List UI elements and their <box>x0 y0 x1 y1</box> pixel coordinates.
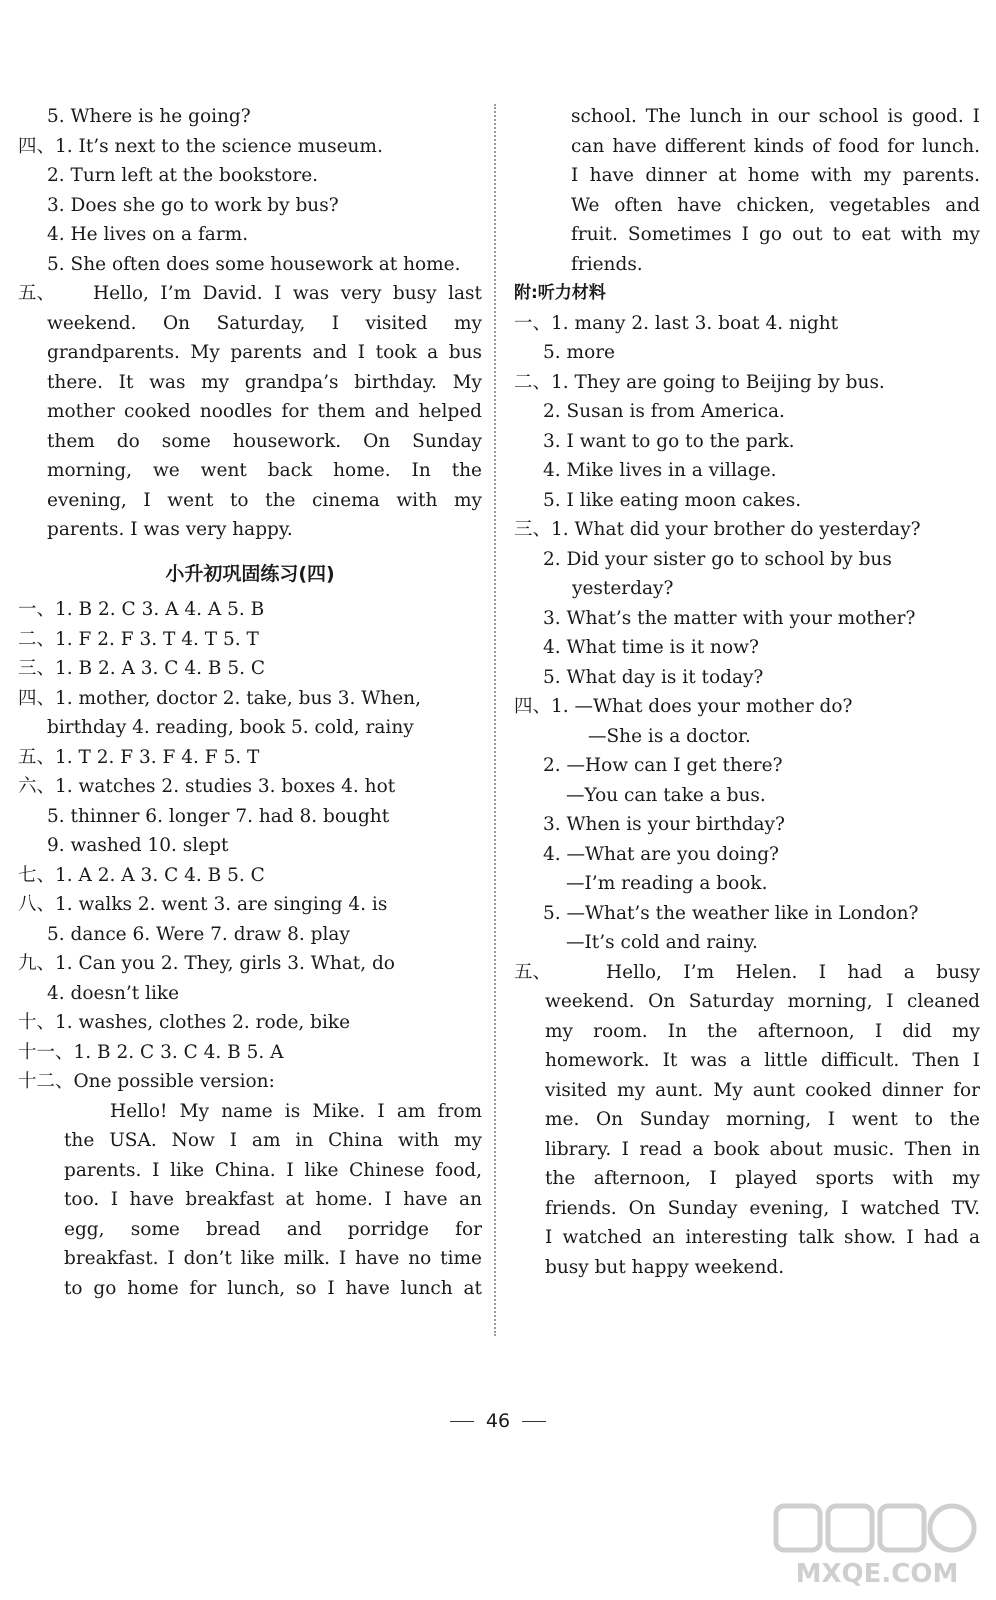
section-label: 五、 <box>514 961 552 983</box>
footer-dash <box>450 1421 474 1422</box>
watermark-logo <box>772 1500 982 1590</box>
footer-dash <box>522 1421 546 1422</box>
left-column <box>18 102 482 1303</box>
column-divider <box>494 104 496 1336</box>
page-number-footer <box>0 1410 996 1432</box>
answer-line: yesterday? <box>572 578 674 599</box>
essay-mike-continued: school. The lunch in our school is good. I can have different kinds of food for lunch. I have dinner at home with my parents. We often have chicken, vegetables and fruit. Sometimes I go out to eat with my friends. <box>571 106 980 275</box>
answer-line: 一、1. many 2. last 3. boat 4. night <box>514 312 839 334</box>
answer-line: 十二、One possible version: <box>18 1071 275 1092</box>
answer-line: 9. washed 10. slept <box>47 835 229 856</box>
answer-line: 四、1. —What does your mother do? <box>514 696 853 717</box>
answer-line: 5. thinner 6. longer 7. had 8. bought <box>47 805 390 827</box>
essay-david: 五、 Hello, I’m David. I was very busy last weekend. On Saturday, I visited my grandparents. My parents and I took a bus there. It was my grandpa’s birthday. My mother cooked noodles for them and helped them do some housework. On Sunday morning, we went back home. In the evening, I went to the cinema with my parents. I was very happy. <box>18 279 482 545</box>
answer-line: 五、1. T 2. F 3. F 4. F 5. T <box>18 746 260 768</box>
answer-line: 5. more <box>543 342 616 363</box>
answer-line: 5. I like eating moon cakes. <box>543 489 802 511</box>
answer-line: 2. Susan is from America. <box>543 401 785 422</box>
answer-line: 三、1. B 2. A 3. C 4. B 5. C <box>18 658 266 679</box>
answer-line: 3. When is your birthday? <box>543 814 785 835</box>
answer-line: birthday 4. reading, book 5. cold, rainy <box>47 717 414 738</box>
answer-line: —I’m reading a book. <box>566 873 768 894</box>
answer-line: —You can take a bus. <box>566 784 766 806</box>
answer-line: 二、1. They are going to Beijing by bus. <box>514 371 885 393</box>
essay-mike: Hello! My name is Mike. I am from the USA. Now I am in China with my parents. I like China. I like Chinese food, too. I have breakfast at home. I have an egg, some bread and porridge for breakfast. I don’t like milk. I have no time to go home for lunch, so I have lunch at <box>64 1100 482 1299</box>
appendix-heading: 附:听力材料 <box>514 283 606 303</box>
answer-line: 四、1. mother, doctor 2. take, bus 3. When, <box>18 687 421 709</box>
answer-line: 5. What day is it today? <box>543 666 764 688</box>
answer-line: 5. dance 6. Were 7. draw 8. play <box>47 923 350 945</box>
answer-line: 八、1. walks 2. went 3. are singing 4. is <box>18 894 388 915</box>
answer-line: 九、1. Can you 2. They, girls 3. What, do <box>18 953 395 974</box>
answer-line: 3. Does she go to work by bus? <box>47 194 339 216</box>
answer-line: —It’s cold and rainy. <box>566 932 758 953</box>
answer-line: 一、1. B 2. C 3. A 4. A 5. B <box>18 599 265 620</box>
answer-line: 3. What’s the matter with your mother? <box>543 607 916 629</box>
answer-line: 七、1. A 2. A 3. C 4. B 5. C <box>18 864 265 886</box>
section-label: 五、 <box>18 283 56 304</box>
answer-line: 四、1. It’s next to the science museum. <box>18 135 383 157</box>
answer-line: 2. Turn left at the bookstore. <box>47 165 319 186</box>
answer-line: 十、1. washes, clothes 2. rode, bike <box>18 1012 351 1033</box>
section-title: 小升初巩固练习(四) <box>165 562 335 585</box>
page-number: 46 <box>485 1410 511 1432</box>
answer-line: 4. He lives on a farm. <box>47 224 249 245</box>
answer-line: 4. doesn’t like <box>47 982 180 1004</box>
answer-line: —She is a doctor. <box>588 725 751 747</box>
answer-line: 二、1. F 2. F 3. T 4. T 5. T <box>18 628 259 650</box>
answer-line: 4. —What are you doing? <box>543 843 779 865</box>
answer-line: 十一、1. B 2. C 3. C 4. B 5. A <box>18 1041 284 1063</box>
answer-line: 2. —How can I get there? <box>543 755 783 776</box>
answer-line: 4. What time is it now? <box>543 637 759 658</box>
answer-line: 3. I want to go to the park. <box>543 430 795 452</box>
essay-helen: 五、 Hello, I’m Helen. I had a busy weekend. On Saturday morning, I cleaned my room. In the afternoon, I did my homework. It was a little difficult. Then I visited my aunt. My aunt cooked dinner for me. On Sunday morning, I went to the library. I read a book about music. Then in the afternoon, I played sports with my friends. On Sunday evening, I watched TV. I watched an interesting talk show. I had a busy but happy weekend. <box>514 958 980 1283</box>
answer-line: 4. Mike lives in a village. <box>543 460 777 481</box>
answer-line: 5. She often does some housework at home. <box>47 253 461 275</box>
answer-line: 5. —What’s the weather like in London? <box>543 902 919 924</box>
answer-line: 5. Where is he going? <box>47 106 251 127</box>
answer-line: 三、1. What did your brother do yesterday? <box>514 519 921 540</box>
answer-line: 六、1. watches 2. studies 3. boxes 4. hot <box>18 776 396 797</box>
answer-line: 2. Did your sister go to school by bus <box>543 548 892 570</box>
right-column <box>514 102 980 1282</box>
svg-text:MXQE.COM: MXQE.COM <box>795 1559 959 1589</box>
